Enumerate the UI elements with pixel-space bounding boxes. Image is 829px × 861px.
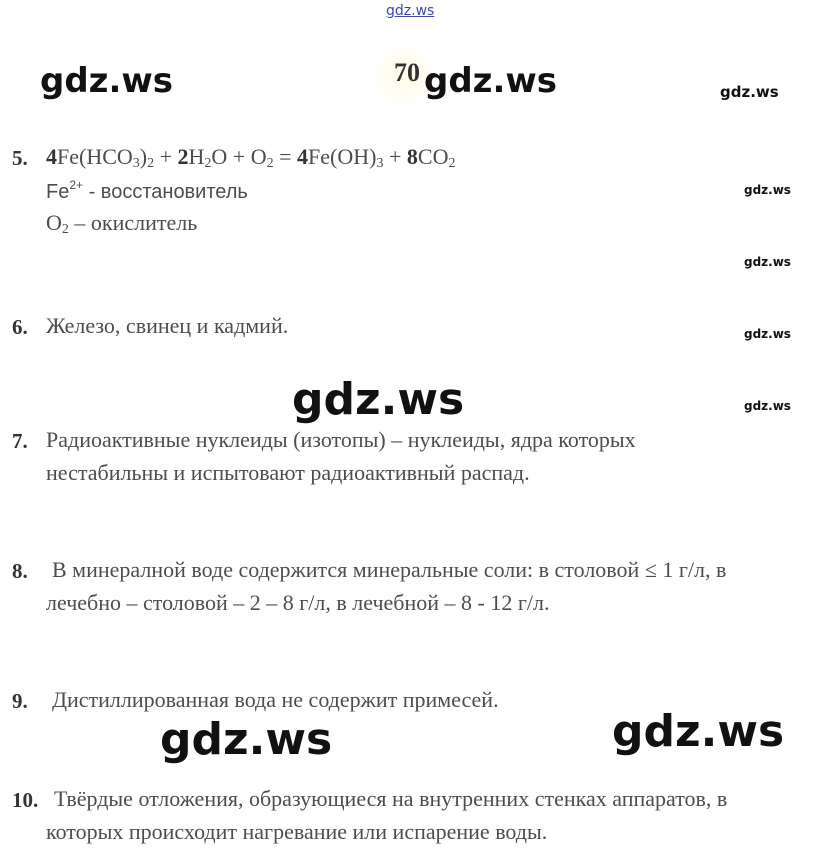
watermark: gdz.ws — [292, 374, 465, 425]
item-8-line-2: лечебно – столовой – 2 – 8 г/л, в лечебной – 8 - 12 г/л. — [46, 590, 550, 615]
watermark: gdz.ws — [744, 399, 791, 413]
item-7-line-1: Радиоактивные нуклеиды (изотопы) – нуклеиды, ядра которых — [46, 427, 636, 452]
watermark: gdz.ws — [744, 327, 791, 341]
page-number: 70 — [394, 58, 420, 87]
watermark: gdz.ws — [744, 183, 791, 197]
item-number-6: 6. — [12, 315, 28, 339]
item-10-line-1: Твёрдые отложения, образующиеся на внутренних стенках аппаратов, в — [54, 786, 728, 811]
watermark: gdz.ws — [744, 255, 791, 269]
item-7-line-2: нестабильны и испытовают радиоактивный распад. — [46, 460, 530, 485]
item-number-8: 8. — [12, 559, 28, 583]
reaction-equation: $4Fe(HCO_3)_2 + 2H_2O + O_2 = 4Fe(OH)_3 + 8CO_2$ — [46, 144, 456, 171]
item-8-line-1: В минералной воде содержится минеральные соли: в столовой ≤ 1 г/л, в — [52, 557, 727, 582]
watermark: gdz.ws — [612, 706, 785, 757]
watermark: gdz.ws — [720, 83, 779, 101]
watermark-top-link[interactable]: gdz.ws — [386, 3, 435, 19]
item-number-10: 10. — [12, 788, 39, 812]
oxidizer-line: $O_2$ – окислитель — [46, 210, 198, 237]
watermark: gdz.ws — [40, 61, 174, 101]
item-10-line-2: которых происходит нагревание или испарение воды. — [46, 819, 548, 844]
item-number-9: 9. — [12, 689, 28, 713]
item-6-text: Железо, свинец и кадмий. — [46, 313, 289, 338]
item-number-5: 5. — [12, 146, 28, 170]
watermark: gdz.ws — [160, 714, 333, 765]
item-number-7: 7. — [12, 429, 28, 453]
reducer-line: $Fe^{2+}$ - восстановитель — [46, 178, 248, 203]
item-9-text: Дистиллированная вода не содержит примесей. — [52, 687, 499, 712]
watermark: gdz.ws — [424, 61, 558, 101]
